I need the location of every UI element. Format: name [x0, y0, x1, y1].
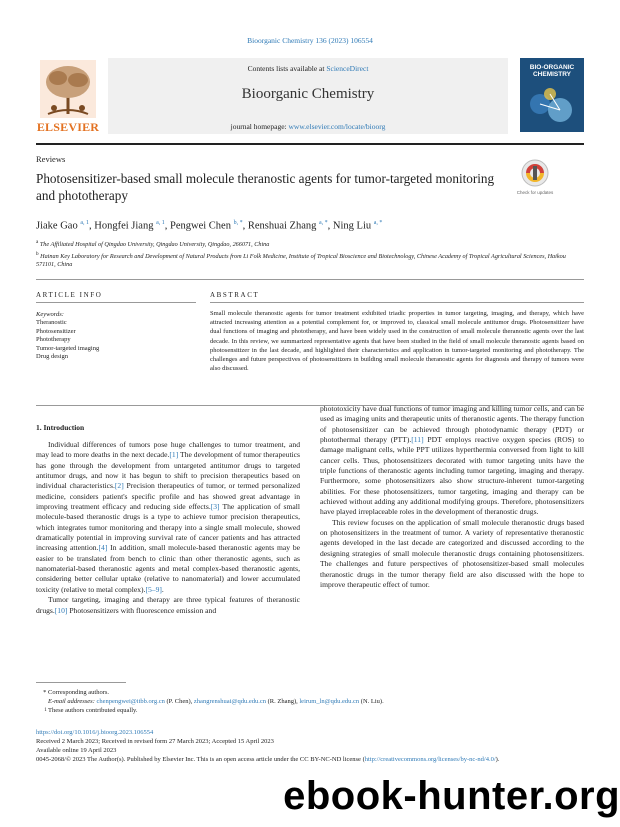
- author-affiliation-mark: a, 1: [80, 220, 89, 226]
- keyword: Photosensitizer: [36, 327, 76, 335]
- author-name[interactable]: Renshuai Zhang: [247, 220, 319, 232]
- license-line: 0045-2068/© 2023 The Author(s). Published by Elsevier Inc. This is an open access article under the CC BY-NC-ND license (http://creativecommons.org/licenses/by-nc-nd/4.0/).: [36, 756, 500, 763]
- keyword-list: [36, 319, 99, 362]
- watermark: ebook-hunter.org: [283, 774, 620, 818]
- cover-molecule-art: [520, 58, 584, 132]
- header-rule: [36, 143, 584, 145]
- journal-header: [36, 58, 584, 138]
- citation-link[interactable]: [4]: [98, 543, 108, 553]
- author-affiliation-mark: a, *: [373, 220, 383, 226]
- section-heading: 1. Introduction: [36, 423, 85, 432]
- abstract-text: Small molecule theranostic agents for tumor treatment exhibited triadic properties in tumor targeting, imaging, and therapy, which have attracted increasing attention as a potential complement for, or improved to, classical small molecule antitumor drugs. Photosensitizer have dual functions of imaging and phototherapy, and have been widely used in the construction of small molecule theranostic agents over the last decade. In this review, we summarized representative agents that have been studied in the field of small molecule theranostic agents based on photosensitizer in the last decade, and highlighted their characteristics and application in tumor-targeted monitoring and phototherapy. The challenges and future perspectives of photosensitizers in building small molecule theranostic agents for diagnosis and therapy of tumors were also discussed.: [210, 310, 584, 373]
- homepage-line: journal homepage: www.elsevier.com/locate/bioorg: [230, 122, 386, 131]
- body-paragraph: Tumor targeting, imaging and therapy are three typical features of theranostic drugs.[10] Photosensitizers with fluorescence emission and: [36, 595, 300, 615]
- citation-link[interactable]: [3]: [210, 502, 220, 512]
- journal-info-box: [108, 58, 508, 134]
- author-list: Jiake Gao $^{a, 1}$, Hongfei Jiang $^{a, 1}$, Pengwei Chen $^{b, *}$, Renshuai Zhang $^{a, *}$, Ning Liu $^{a, *}$: [36, 220, 383, 232]
- citation-link[interactable]: [1]: [169, 450, 179, 460]
- abstract-heading: ABSTRACT: [210, 291, 260, 299]
- affiliation: $^a$ The Affiliated Hospital of Qingdao University, Qingdao University, Qingdao, 266071, China: [36, 239, 270, 249]
- author-affiliation-mark: a, *: [318, 220, 328, 226]
- citation-link[interactable]: [11]: [411, 435, 424, 445]
- article-title: Photosensitizer-based small molecule theranostic agents for tumor-targeted monitoring and phototherapy: [36, 171, 495, 203]
- email-line: E-mail addresses: chenpengwei@itbb.org.cn (P. Chen), zhangrenshuai@qdu.edu.cn (R. Zhang), leirum_ln@qdu.edu.cn (N. Liu).: [48, 698, 384, 705]
- keyword: Tumor-targeted imaging: [36, 344, 100, 352]
- check-for-updates-label: Check for updates: [516, 190, 554, 195]
- body-left-column: [36, 440, 300, 616]
- author-name[interactable]: Hongfei Jiang: [94, 220, 157, 232]
- email-link[interactable]: leirum_ln@qdu.edu.cn: [299, 698, 360, 705]
- keywords-label: Keywords:: [36, 311, 64, 318]
- available-date: Available online 19 April 2023: [36, 747, 117, 754]
- keyword: Phototherapy: [36, 336, 71, 344]
- keyword: Drug design: [36, 353, 68, 361]
- equal-contribution-note: 1 These authors contributed equally.: [44, 707, 138, 714]
- body-paragraph: This review focuses on the application of small molecule theranostic drugs based on photosensitizers in the treatment of tumor. A variety of representative theranostic agents developed in the last decade are categorized and discussed according to the designing strategies of small molecule theranostic drugs containing photosensitizers. The challenges and future perspectives of photosensitizer-based small molecules theranostic drugs in the tumor therapy field are also discussed with the hope to improve therapeutic effect of tumor.: [320, 517, 584, 589]
- cover-title: BIO-ORGANIC CHEMISTRY: [529, 64, 575, 78]
- author-affiliation-mark: a, 1: [156, 220, 165, 226]
- citation-link[interactable]: [10]: [54, 605, 68, 615]
- journal-reference[interactable]: Bioorganic Chemistry 136 (2023) 106554: [247, 36, 373, 45]
- received-dates: Received 2 March 2023; Received in revised form 27 March 2023; Accepted 15 April 2023: [36, 738, 274, 745]
- corresponding-note: * Corresponding authors.: [43, 689, 110, 696]
- check-for-updates-icon[interactable]: [520, 158, 550, 188]
- body-paragraph: Individual differences of tumors pose huge challenges to tumor treatment, and may lead to more deaths in the next decade.[1] The development of tumor therapeutics has gone through the development from untargeted antitumor drugs to targeted antitumor drugs, and now it has begun to shift to precision therapeutics based on individual characteristics.[2] Precision therapeutics of tumor, or termed personalized medicine, considers patient's specific profile and has showed great advantage in improving treatment efficacy and reducing side effects.[3] The application of small molecule-based theranostic drugs is a type to achieve tumor precision therapeutics, which integrates tumor monitoring and therapy into a single small molecule, showed dramatically potential in improving survival rate of cancer patients and has attracted increasing attention.[4] In addition, small molecule-based theranostic agents may be easier to be translated from bench to clinic than other theranostic agents, such as nanomaterial-based theranostic agents and metal complex-based theranostic agents, considering better cellular uptake (relative to nanomaterial) and lower accumulated toxicity (relative to metal complex).[5–9].: [36, 440, 301, 594]
- author-name[interactable]: Pengwei Chen: [170, 220, 234, 232]
- doi-link[interactable]: https://doi.org/10.1016/j.bioorg.2023.106554: [36, 729, 154, 736]
- license-link[interactable]: http://creativecommons.org/licenses/by-nc-nd/4.0/: [364, 756, 496, 763]
- body-right-column: [320, 404, 584, 590]
- article-type: Reviews: [36, 154, 66, 164]
- affiliations: [36, 238, 584, 270]
- author-affiliation-mark: b, *: [233, 220, 243, 226]
- footnote-rule: [36, 682, 126, 683]
- email-link[interactable]: chenpengwei@itbb.org.cn: [96, 698, 165, 705]
- publisher-name: ELSEVIER: [36, 120, 100, 134]
- divider: [210, 302, 584, 303]
- sciencedirect-link[interactable]: ScienceDirect: [326, 64, 369, 73]
- journal-cover-image: [520, 58, 584, 132]
- divider: [36, 302, 196, 303]
- article-footer: [36, 728, 584, 764]
- body-paragraph: phototoxicity have dual functions of tumor imaging and killing tumor cells, and can be used as imaging units and therapeutic units of theranostic agents. The therapy function of photosensitizer can be achieved through photodynamic therapy (PDT) or photothermal therapy (PTT).[11] PDT employs reactive oxygen species (ROS) to damage malignant cells, while PPT utilizes hyperthermia conversed from light to kill cancer cells. Thus, photosensitizers decorated with tumor targeting units have the triple functions of theranostic agents including tumor targeting, imaging and therapy. Furthermore, some photosensitizers also show structure-inherent tumor-targeting abilities. For these photosensitizers, tumor targeting, imaging and therapy can be achieved without adding any additional modifying groups. Therefore, photosensitizers have played irreplaceable roles in the development of theranostic drugs.: [320, 404, 585, 517]
- author-name[interactable]: Ning Liu: [332, 220, 374, 232]
- affiliation: $^b$ Hainan Key Laboratory for Research and Development of Natural Products from Li Folk Medicine, Institute of Tropical Bioscience and Biotechnology, Chinese Academy of Tropical Agricultural Sciences, Haikou 571101, China: [36, 250, 566, 269]
- journal-title: Bioorganic Chemistry: [241, 86, 375, 102]
- article-info-heading: ARTICLE INFO: [36, 291, 103, 299]
- author-name[interactable]: Jiake Gao: [36, 220, 81, 232]
- divider: [36, 279, 584, 280]
- email-link[interactable]: zhangrenshuai@qdu.edu.cn: [193, 698, 266, 705]
- keyword: Theranostic: [36, 319, 67, 326]
- contents-line: Contents lists available at ScienceDirect: [247, 64, 369, 73]
- footnotes: [36, 688, 584, 715]
- homepage-link[interactable]: www.elsevier.com/locate/bioorg: [288, 122, 386, 131]
- citation-link[interactable]: [5–9]: [145, 584, 162, 594]
- citation-link[interactable]: [2]: [114, 481, 124, 491]
